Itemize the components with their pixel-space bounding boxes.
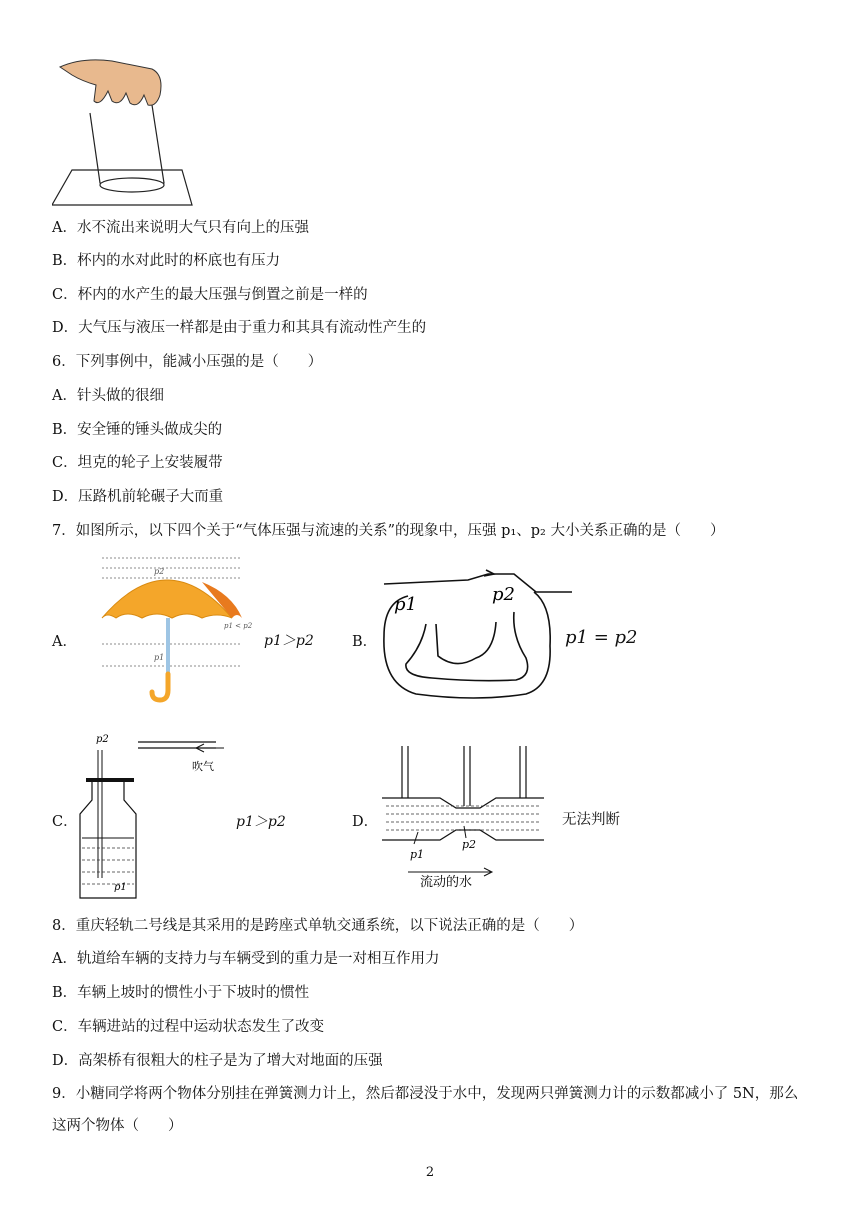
umbrella-relation-label: p1 < p2: [224, 622, 252, 630]
q9-stem: 9．小糖同学将两个物体分别挂在弹簧测力计上，然后都浸没于水中，发现两只弹簧测力计的示数都减小了 5N，那么这两个物体（ ）: [52, 1086, 799, 1134]
q5-option-a: A．水不流出来说明大气只有向上的压强: [52, 220, 309, 236]
q7-b-answer: p1 = p2: [565, 627, 638, 648]
q8-option-a: A．轨道给车辆的支持力与车辆受到的重力是一对相互作用力: [52, 951, 440, 967]
q6-option-b: B．安全锤的锤头做成尖的: [52, 422, 223, 438]
q7-c-answer: p1＞p2: [236, 814, 286, 830]
burrow-p1-label: p1: [394, 594, 417, 615]
q7-d-label: D．: [352, 814, 379, 830]
page-number: 2: [425, 1165, 435, 1180]
q7-b-label: B．: [352, 634, 378, 650]
umbrella-figure: [92, 552, 252, 704]
q6-option-c: C．坦克的轮子上安装履带: [52, 455, 223, 471]
q5-option-b: B．杯内的水对此时的杯底也有压力: [52, 253, 281, 269]
q8-option-b: B．车辆上坡时的惯性小于下坡时的惯性: [52, 985, 310, 1001]
flow-p2-label: p2: [462, 838, 477, 851]
q7-a-label: A．: [52, 634, 77, 650]
bottle-p1-label: p1: [114, 882, 127, 893]
inverted-cup-figure: [52, 55, 197, 207]
blow-label: 吹气: [192, 760, 214, 773]
q6-stem: 6．下列事例中，能减小压强的是（ ）: [52, 354, 323, 370]
umbrella-p2-label: p2: [154, 567, 165, 576]
bottle-p2-label: p2: [96, 734, 109, 745]
flow-water-label: 流动的水: [420, 875, 473, 888]
q8-stem: 8．重庆轻轨二号线是其采用的是跨座式单轨交通系统，以下说法正确的是（ ）: [52, 918, 584, 934]
q8-option-c: C．车辆进站的过程中运动状态发生了改变: [52, 1019, 325, 1035]
q5-option-d: D．大气压与液压一样都是由于重力和其具有流动性产生的: [52, 320, 427, 336]
q7-d-answer: 无法判断: [562, 812, 620, 828]
umbrella-p1-label: p1: [154, 653, 165, 662]
burrow-figure: [376, 566, 576, 702]
q7-a-answer: p1＞p2: [264, 633, 314, 649]
bottle-figure: [78, 728, 232, 900]
flow-pipe-figure: [380, 746, 546, 888]
burrow-p2-label: p2: [492, 584, 515, 605]
flow-p1-label: p1: [410, 848, 425, 861]
q7-stem: 7．如图所示，以下四个关于“气体压强与流速的关系”的现象中，压强 p₁、p₂ 大小关系正确的是（ ）: [52, 523, 725, 539]
q6-option-a: A．针头做的很细: [52, 388, 164, 404]
q8-option-d: D．高架桥有很粗大的柱子是为了增大对地面的压强: [52, 1053, 383, 1069]
q5-option-c: C．杯内的水产生的最大压强与倒置之前是一样的: [52, 287, 368, 303]
q6-option-d: D．压路机前轮碾子大而重: [52, 489, 224, 505]
q7-c-label: C．: [52, 814, 78, 830]
